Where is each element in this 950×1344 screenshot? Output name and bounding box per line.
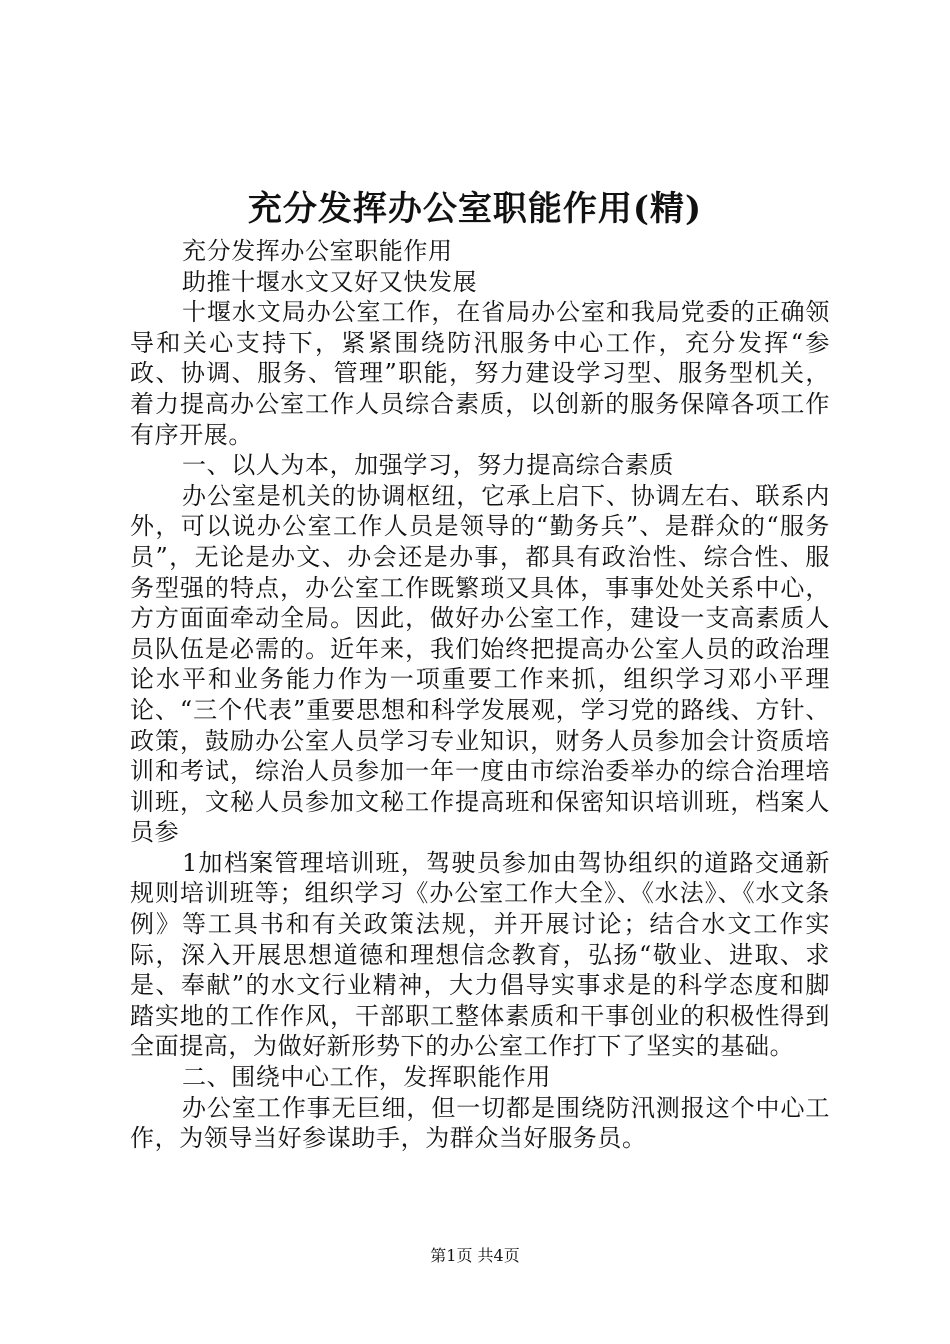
document-title: 充分发挥办公室职能作用(精) [247, 189, 703, 229]
page-footer: 第1页 共4页 [430, 1246, 520, 1265]
paragraph-section-2: 办公室工作事无巨细，但一切都是围绕防汛测报这个中心工作，为领导当好参谋助手，为群众当好服务员。 [130, 1093, 830, 1153]
document-subtitle-1: 充分发挥办公室职能作用 [182, 237, 453, 265]
paragraph-intro: 十堰水文局办公室工作，在省局办公室和我局党委的正确领导和关心支持下，紧紧围绕防汛服务中心工作，充分发挥“参政、协调、服务、管理”职能，努力建设学习型、服务型机关，着力提高办公室工作人员综合素质，以创新的服务保障各项工作有序开展。 [130, 298, 830, 449]
section-heading-2: 二、围绕中心工作，发挥职能作用 [182, 1063, 551, 1092]
document-subtitle-2: 助推十堰水文又好又快发展 [182, 267, 478, 296]
document-body [130, 236, 830, 1154]
paragraph-section-1-part-1: 办公室是机关的协调枢纽，它承上启下、协调左右、联系内外，可以说办公室工作人员是领导的“勤务兵”、是群众的“服务员”，无论是办文、办会还是办事，都具有政治性、综合性、服务型强的特点，办公室工作既繁琐又具体，事事处处关系中心，方方面面牵动全局。因此，做好办公室工作，建设一支高素质人员队伍是必需的。近年来，我们始终把提高办公室人员的政治理论水平和业务能力作为一项重要工作来抓，组织学习邓小平理论、“三个代表”重要思想和科学发展观，学习党的路线、方针、政策，鼓励办公室人员学习专业知识，财务人员参加会计资质培训和考试，综治人员参加一年一度由市综治委举办的综合治理培训班，文秘人员参加文秘工作提高班和保密知识培训班，档案人员参 [130, 481, 830, 847]
section-heading-1: 一、以人为本，加强学习，努力提高综合素质 [182, 451, 674, 480]
paragraph-section-1-part-2: 1加档案管理培训班，驾驶员参加由驾协组织的道路交通新规则培训班等；组织学习《办公室工作大全》、《水法》、《水文条例》等工具书和有关政策法规，并开展讨论；结合水文工作实际，深入开展思想道德和理想信念教育，弘扬“敬业、进取、求是、奉献”的水文行业精神，大力倡导实事求是的科学态度和脚踏实地的工作作风，干部职工整体素质和干事创业的积极性得到全面提高，为做好新形势下的办公室工作打下了坚实的基础。 [130, 848, 830, 1061]
